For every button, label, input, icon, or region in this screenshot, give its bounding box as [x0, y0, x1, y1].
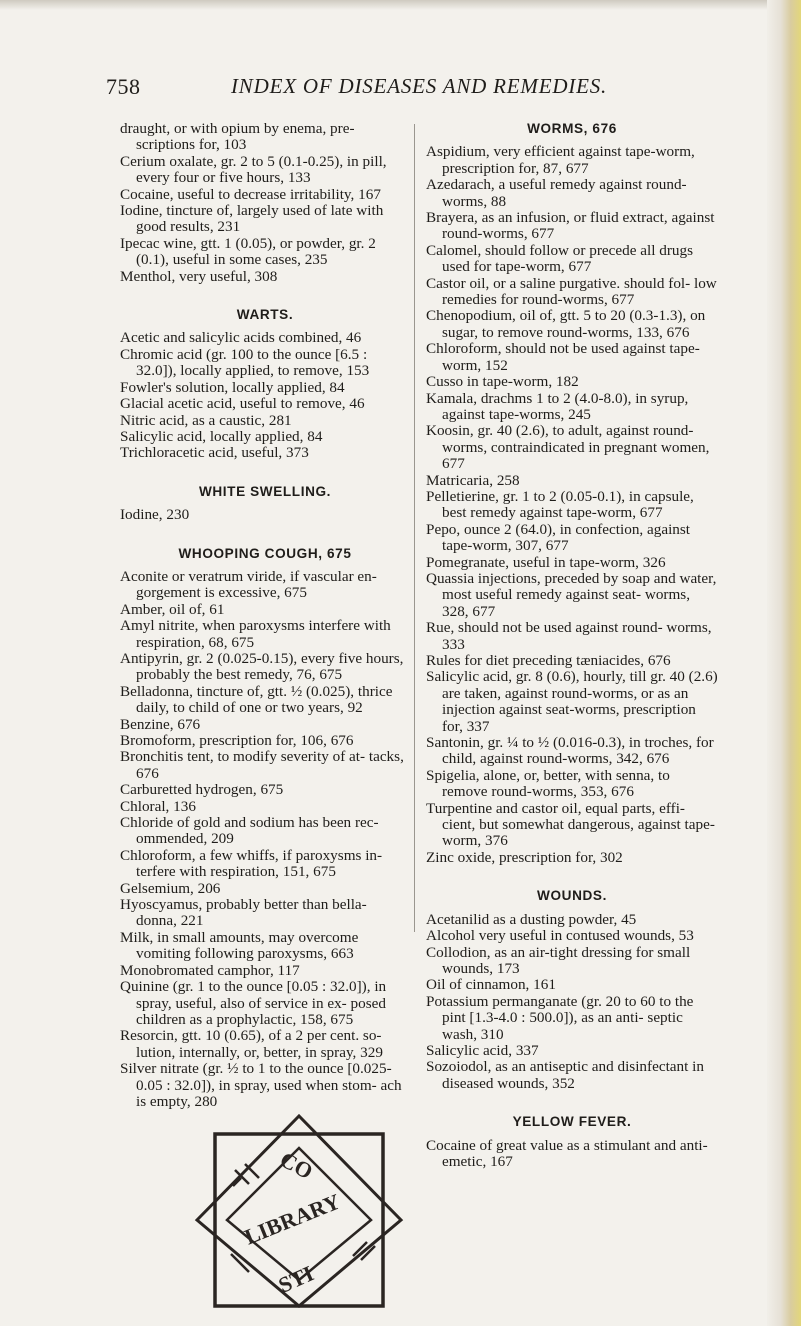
index-entry: Cocaine of great value as a stimulant and anti-emetic, 167	[426, 1136, 708, 1170]
index-entry: Chromic acid (gr. 100 to the ounce [6.5 : 32.0]), locally applied, to remove, 153	[120, 345, 370, 380]
section-whooping-cough	[120, 546, 410, 1111]
section-heading: WHITE SWELLING.	[198, 483, 332, 499]
index-entry: Gelsemium, 206	[120, 879, 221, 897]
section-heading: WHOOPING COUGH, 675	[178, 545, 352, 561]
stamp-bottom-text: STI	[274, 1260, 318, 1298]
index-entry: Chloroform, a few whiffs, if paroxysms in- terfere with respiration, 151, 675	[120, 846, 383, 881]
index-entry: Collodion, as an air-tight dressing for small wounds, 173	[426, 943, 691, 977]
index-entry: Cocaine, useful to decrease irritability, 167	[120, 185, 381, 203]
index-entry: Nitric acid, as a caustic, 281	[120, 411, 292, 429]
section-heading: WOUNDS.	[537, 888, 607, 904]
index-entry: Spigelia, alone, or, better, with senna, to remove round-worms, 353, 676	[426, 766, 670, 801]
index-entry: Glacial acetic acid, useful to remove, 46	[120, 395, 365, 413]
index-entry: Kamala, drachms 1 to 2 (4.0-8.0), in syrup, against tape-worms, 245	[426, 389, 689, 423]
index-entry: Matricaria, 258	[426, 471, 520, 489]
index-entry: Aconite or veratrum viride, if vascular en- gorgement is excessive, 675	[120, 567, 377, 602]
index-entry: Azedarach, a useful remedy against round- worms, 88	[426, 176, 687, 210]
stamp-middle-text: LIBRARY	[240, 1188, 344, 1250]
index-entry: Cerium oxalate, gr. 2 to 5 (0.1-0.25), in pill, every four or five hours, 133	[120, 152, 387, 187]
index-entry: Trichloracetic acid, useful, 373	[120, 444, 309, 462]
index-entry: Chenopodium, oil of, gtt. 5 to 20 (0.3-1.3), on sugar, to remove round-worms, 133, 676	[426, 307, 706, 341]
index-entry: Silver nitrate (gr. ½ to 1 to the ounce [0.025- 0.05 : 32.0]), in spray, used when stom- ach is empty, 280	[120, 1060, 402, 1110]
stamp-top-text: CO	[276, 1146, 317, 1185]
right-column	[426, 121, 718, 1170]
index-entry: Santonin, gr. ¼ to ½ (0.016-0.3), in troches, for child, against round-worms, 342, 676	[426, 734, 714, 768]
index-entry: Amyl nitrite, when paroxysms interfere with respiration, 68, 675	[120, 617, 391, 651]
index-entry: Calomel, should follow or precede all drugs used for tape-worm, 677	[426, 241, 693, 276]
index-entry: Chloroform, should not be used against tape-worm, 152	[426, 340, 700, 374]
index-entry: Pepo, ounce 2 (64.0), in confection, against tape-worm, 307, 677	[426, 520, 691, 555]
section-worms	[426, 121, 718, 866]
index-entry: Fowler's solution, locally applied, 84	[120, 378, 345, 396]
index-entry: Brayera, as an infusion, or fluid extract, against round-worms, 677	[426, 209, 715, 243]
index-entry: Quinine (gr. 1 to the ounce [0.05 : 32.0]), in spray, useful, also of service in ex- posed children as a prophylactic, 158, 675	[120, 978, 387, 1028]
index-entry: Amber, oil of, 61	[120, 600, 225, 618]
column-divider	[414, 124, 415, 932]
library-stamp	[175, 1110, 415, 1310]
section-heading: WARTS.	[236, 307, 294, 323]
index-entry: Iodine, 230	[120, 506, 190, 524]
index-entry: Resorcin, gtt. 10 (0.65), of a 2 per cent. so- lution, internally, or, better, in spray, 329	[120, 1027, 383, 1061]
index-entry: Salicylic acid, 337	[426, 1041, 539, 1059]
index-entry: Menthol, very useful, 308	[120, 267, 278, 285]
index-entry: Benzine, 676	[120, 715, 201, 733]
index-entry: Rue, should not be used against round- worms, 333	[426, 619, 712, 653]
index-entry: Carburetted hydrogen, 675	[120, 781, 284, 799]
page-header	[106, 74, 766, 108]
index-entry: Chloride of gold and sodium has been rec- ommended, 209	[120, 814, 379, 848]
index-entry: Pomegranate, useful in tape-worm, 326	[426, 553, 666, 571]
index-entry: Cusso in tape-worm, 182	[426, 373, 579, 391]
index-entry: Potassium permanganate (gr. 20 to 60 to the pint [1.3-4.0 : 500.0]), as an anti- septic wash, 310	[426, 992, 694, 1043]
index-entry: Hyoscyamus, probably better than bella- donna, 221	[120, 896, 367, 930]
index-entry: Acetic and salicylic acids combined, 46	[120, 329, 362, 347]
index-entry: Bronchitis tent, to modify severity of at- tacks, 676	[120, 748, 404, 782]
index-entry: Rules for diet preceding tæniacides, 676	[426, 652, 671, 669]
index-entry: Aspidium, very efficient against tape-worm, prescription for, 87, 677	[426, 143, 695, 177]
section-heading: WORMS, 676	[527, 121, 617, 136]
index-entry: Milk, in small amounts, may overcome vomiting following paroxysms, 663	[120, 928, 359, 963]
section-heading: YELLOW FEVER.	[512, 1114, 632, 1130]
page-top-shadow	[0, 0, 801, 10]
index-entry: Chloral, 136	[120, 797, 196, 815]
index-entry: Ipecac wine, gtt. 1 (0.05), or powder, gr. 2 (0.1), useful in some cases, 235	[120, 234, 376, 269]
index-entry: Belladonna, tincture of, gtt. ½ (0.025), thrice daily, to child of one or two years, 92	[120, 682, 393, 717]
index-entry: Iodine, tincture of, largely used of late with good results, 231	[120, 202, 384, 236]
section-warts	[120, 307, 410, 462]
continued-entries	[120, 121, 410, 285]
index-entry: Alcohol very useful in contused wounds, 53	[426, 927, 694, 945]
index-entry: Quassia injections, preceded by soap and water, most useful remedy against seat- worms, 328, 677	[426, 569, 717, 620]
index-entry: Antipyrin, gr. 2 (0.025-0.15), every five hours, probably the best remedy, 76, 675	[120, 649, 404, 684]
index-entry: Acetanilid as a dusting powder, 45	[426, 910, 637, 928]
section-white-swelling	[120, 484, 410, 524]
index-entry: Salicylic acid, locally applied, 84	[120, 427, 323, 445]
index-entry: Castor oil, or a saline purgative. should fol- low remedies for round-worms, 677	[426, 274, 717, 309]
index-entry: Oil of cinnamon, 161	[426, 976, 556, 994]
index-entry: Monobromated camphor, 117	[120, 961, 300, 979]
page-edge	[767, 0, 801, 1326]
running-head: INDEX OF DISEASES AND REMEDIES.	[231, 74, 608, 98]
index-entry: draught, or with opium by enema, pre- scriptions for, 103	[120, 120, 355, 154]
page-number: 758	[106, 74, 141, 99]
index-entry: Sozoiodol, as an antiseptic and disinfectant in diseased wounds, 352	[426, 1058, 704, 1092]
library-stamp-icon	[175, 1110, 415, 1310]
index-entry: Pelletierine, gr. 1 to 2 (0.05-0.1), in capsule, best remedy against tape-worm, 677	[426, 487, 694, 522]
section-wounds	[426, 888, 718, 1092]
index-entry: Turpentine and castor oil, equal parts, effi- cient, but somewhat dangerous, against tape-worm, 376	[426, 799, 715, 850]
section-yellow-fever	[426, 1114, 718, 1170]
index-entry: Zinc oxide, prescription for, 302	[426, 848, 623, 866]
index-entry: Salicylic acid, gr. 8 (0.6), hourly, till gr. 40 (2.6) are taken, against round-worms, or as an injection against seat-worms, prescription for, 337	[426, 668, 718, 735]
index-entry: Bromoform, prescription for, 106, 676	[120, 732, 354, 749]
left-column	[120, 121, 410, 1110]
index-entry: Koosin, gr. 40 (2.6), to adult, against round- worms, contraindicated in pregnant women, 677	[426, 422, 710, 473]
